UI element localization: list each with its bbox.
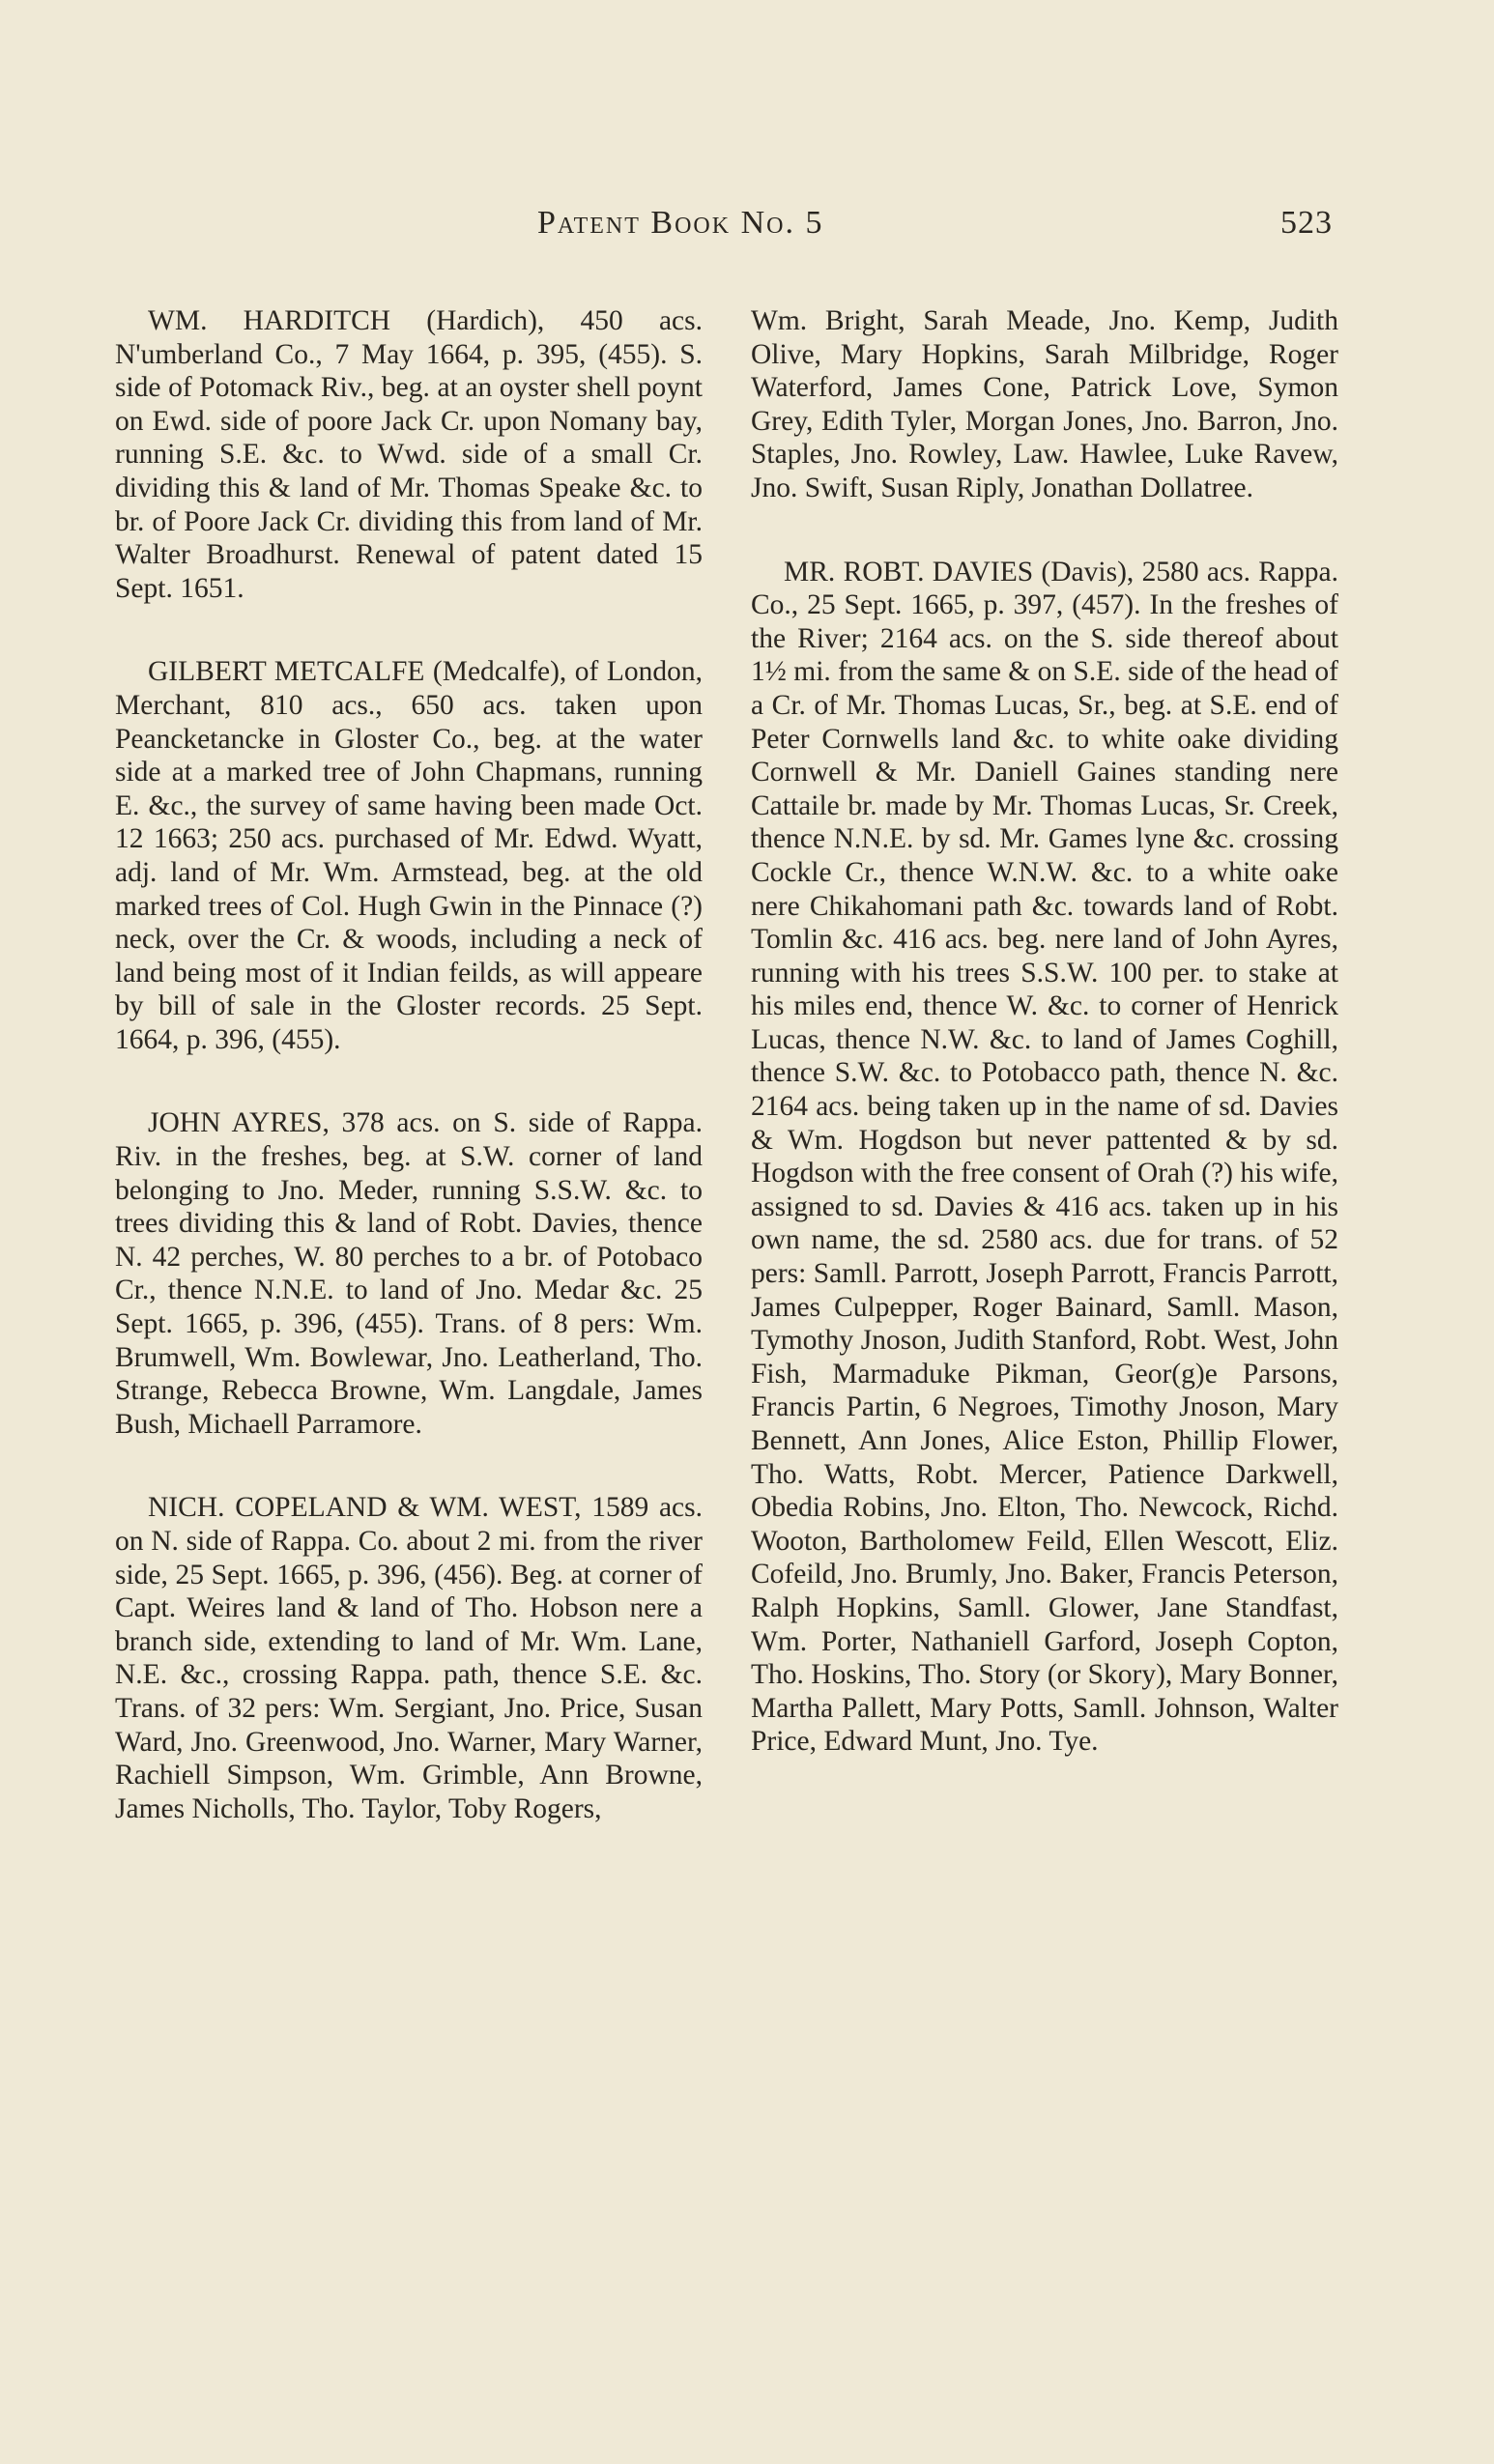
entry-text: MR. ROBT. DAVIES (Davis), 2580 acs. Rappa. Co., 25 Sept. 1665, p. 397, (457). In the freshes of the River; 2164 acs. on the S. side thereof about 1½ mi. from the same & on S.E. side of the head of a Cr. of Mr. Thomas Lucas, Sr., beg. at S.E. end of Peter Cornwells land &c. to white oake dividing Cornwell & Mr. Daniell Gaines standing nere Cattaile br. made by Mr. Thomas Lucas, Sr. Creek, thence N.N.E. by sd. Mr. Games lyne &c. crossing Cockle Cr., thence W.N.W. &c. to a white oake nere Chikahomani path &c. towards land of Robt. Tomlin &c. 416 acs. beg. nere land of John Ayres, running with his trees S.S.W. 100 per. to stake at his miles end, thence W. &c. to corner of Henrick Lucas, thence N.W. &c. to land of James Coghill, thence S.W. &c. to Potobacco path, thence N. &c. 2164 acs. being taken up in the name of sd. Davies & Wm. Hogdson but never pattented & by sd. Hogdson with the free consent of Orah (?) his wife, assigned to sd. Davies & 416 acs. taken up in his own name, the sd. 2580 acs. due for trans. of 52 pers: Samll. Parrott, Joseph Parrott, Francis Parrott, James Culpepper, Roger Bainard, Samll. Mason, Tymothy Jnoson, Judith Stanford, Robt. West, John Fish, Marmaduke Pikman, Geor(g)e Parsons, Francis Partin, 6 Negroes, Timothy Jnoson, Mary Bennett, Ann Jones, Alice Eston, Phillip Flower, Tho. Watts, Robt. Mercer, Patience Darkwell, Obedia Robins, Jno. Elton, Tho. Newcock, Richd. Wooton, Bartholomew Feild, Ellen Wescott, Eliz. Cofeild, Jno. Brumly, Jno. Baker, Francis Peterson, Ralph Hopkins, Samll. Glower, Jane Standfast, Wm. Porter, Nathaniell Garford, Joseph Copton, Tho. Hoskins, Tho. Story (or Skory), Mary Bonner, Martha Pallett, Mary Potts, Samll. Johnson, Walter Price, Edward Munt, Jno. Tye. <box>751 556 1338 1758</box>
right-column <box>751 304 1338 1809</box>
page-number: 523 <box>1280 205 1333 241</box>
left-column <box>115 304 703 1876</box>
entry-text: GILBERT METCALFE (Medcalfe), of London, Merchant, 810 acs., 650 acs. taken upon Peancketancke in Gloster Co., beg. at the water side at a marked tree of John Chapmans, running E. &c., the survey of same having been made Oct. 12 1663; 250 acs. purchased of Mr. Edwd. Wyatt, adj. land of Mr. Wm. Armstead, beg. at the old marked trees of Col. Hugh Gwin in the Pinnace (?) neck, over the Cr. & woods, including a neck of land being most of it Indian feilds, as will appeare by bill of sale in the Gloster records. 25 Sept. 1664, p. 396, (455). <box>115 656 703 1055</box>
patent-entry-ayres <box>115 1106 703 1441</box>
patent-entry-copeland-west <box>115 1491 703 1825</box>
patent-entry-davies <box>751 556 1338 1759</box>
entry-text: JOHN AYRES, 378 acs. on S. side of Rappa. Riv. in the freshes, beg. at S.W. corner of land belonging to Jno. Meder, running S.S.W. &c. to trees dividing this & land of Robt. Davies, thence N. 42 perches, W. 80 perches to a br. of Potobaco Cr., thence N.N.E. to land of Jno. Medar &c. 25 Sept. 1665, p. 396, (455). Trans. of 8 pers: Wm. Brumwell, Wm. Bowlewar, Jno. Leatherland, Tho. Strange, Rebecca Browne, Wm. Langdale, James Bush, Michaell Parramore. <box>115 1107 703 1440</box>
entry-text: Wm. Bright, Sarah Meade, Jno. Kemp, Judith Olive, Mary Hopkins, Sarah Milbridge, Roger Waterford, James Cone, Patrick Love, Symon Grey, Edith Tyler, Morgan Jones, Jno. Barron, Jno. Staples, Jno. Rowley, Law. Hawlee, Luke Ravew, Jno. Swift, Susan Riply, Jonathan Dollatree. <box>751 305 1338 503</box>
running-header <box>0 205 1494 253</box>
entry-text: NICH. COPELAND & WM. WEST, 1589 acs. on N. side of Rappa. Co. about 2 mi. from the river side, 25 Sept. 1665, p. 396, (456). Beg. at corner of Capt. Weires land & land of Tho. Hobson nere a branch side, extending to land of Mr. Wm. Lane, N.E. &c., crossing Rappa. path, thence S.E. &c. Trans. of 32 pers: Wm. Sergiant, Jno. Price, Susan Ward, Jno. Greenwood, Jno. Warner, Mary Warner, Rachiell Simpson, Wm. Grimble, Ann Browne, James Nicholls, Tho. Taylor, Toby Rogers, <box>115 1492 703 1824</box>
patent-entry-metcalfe <box>115 655 703 1056</box>
book-title: Patent Book No. 5 <box>537 205 824 241</box>
patent-entry-continuation <box>751 304 1338 505</box>
patent-entry-hardich <box>115 304 703 605</box>
entry-text: WM. HARDITCH (Hardich), 450 acs. N'umberland Co., 7 May 1664, p. 395, (455). S. side of Potomack Riv., beg. at an oyster shell poynt on Ewd. side of poore Jack Cr. upon Nomany bay, running S.E. &c. to Wwd. side of a small Cr. dividing this & land of Mr. Thomas Speake &c. to br. of Poore Jack Cr. dividing this from land of Mr. Walter Broadhurst. Renewal of patent dated 15 Sept. 1651. <box>115 305 703 604</box>
